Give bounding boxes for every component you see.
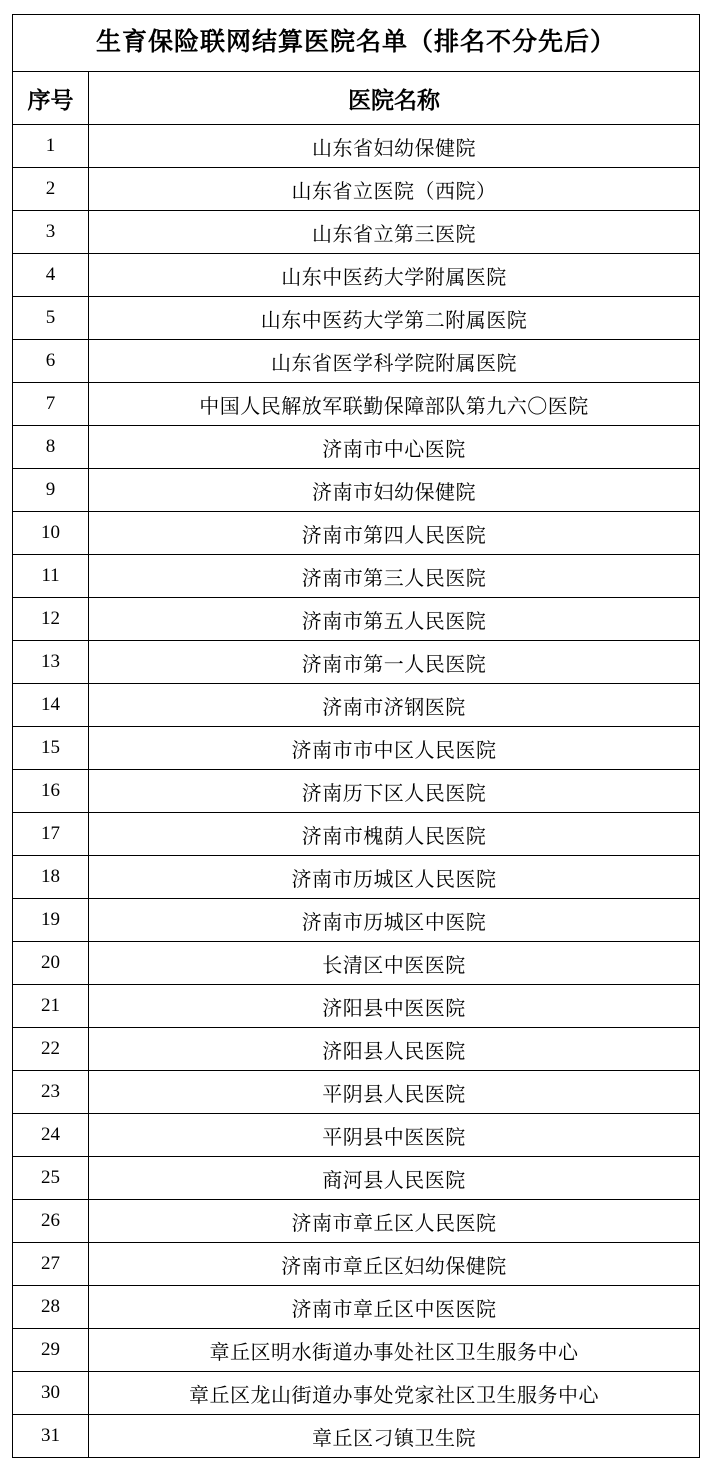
row-index: 26 [13,1200,89,1243]
row-hospital-name: 济南市第三人民医院 [89,555,700,598]
table-row [13,856,700,899]
row-hospital-name: 商河县人民医院 [89,1157,700,1200]
row-hospital-name: 章丘区龙山街道办事处党家社区卫生服务中心 [89,1372,700,1415]
table-row [13,1329,700,1372]
row-index: 7 [13,383,89,426]
table-row [13,1028,700,1071]
table-body [13,15,700,1458]
table-row [13,641,700,684]
row-index: 17 [13,813,89,856]
row-hospital-name: 济南市第四人民医院 [89,512,700,555]
row-hospital-name: 济阳县中医医院 [89,985,700,1028]
row-index: 28 [13,1286,89,1329]
table-row [13,426,700,469]
row-index: 2 [13,168,89,211]
table-row [13,555,700,598]
row-index: 6 [13,340,89,383]
row-index: 31 [13,1415,89,1458]
row-index: 10 [13,512,89,555]
row-index: 27 [13,1243,89,1286]
document-title: 生育保险联网结算医院名单（排名不分先后） [13,15,700,72]
table-row [13,1243,700,1286]
row-hospital-name: 平阴县中医医院 [89,1114,700,1157]
row-hospital-name: 济南市历城区人民医院 [89,856,700,899]
table-row [13,684,700,727]
row-index: 25 [13,1157,89,1200]
column-header-name: 医院名称 [89,72,700,125]
row-index: 24 [13,1114,89,1157]
table-row [13,942,700,985]
row-hospital-name: 济南市章丘区人民医院 [89,1200,700,1243]
table-row [13,899,700,942]
row-hospital-name: 济南市中心医院 [89,426,700,469]
row-hospital-name: 长清区中医医院 [89,942,700,985]
column-header-index: 序号 [13,72,89,125]
row-hospital-name: 平阴县人民医院 [89,1071,700,1114]
row-hospital-name: 济南市济钢医院 [89,684,700,727]
row-hospital-name: 山东中医药大学附属医院 [89,254,700,297]
table-row [13,1200,700,1243]
table-row [13,168,700,211]
table-row [13,1071,700,1114]
table-row [13,598,700,641]
table-row [13,1157,700,1200]
table-row [13,211,700,254]
table-row [13,770,700,813]
row-hospital-name: 济南市第五人民医院 [89,598,700,641]
row-index: 9 [13,469,89,512]
table-row [13,813,700,856]
table-row [13,125,700,168]
row-hospital-name: 济南市市中区人民医院 [89,727,700,770]
row-index: 30 [13,1372,89,1415]
table-title-row [13,15,700,72]
row-index: 15 [13,727,89,770]
table-row [13,254,700,297]
table-row [13,1286,700,1329]
table-row [13,985,700,1028]
table-header-row [13,72,700,125]
row-index: 4 [13,254,89,297]
row-index: 14 [13,684,89,727]
table-row [13,383,700,426]
row-hospital-name: 济南市章丘区妇幼保健院 [89,1243,700,1286]
row-index: 1 [13,125,89,168]
row-index: 13 [13,641,89,684]
row-hospital-name: 济南市历城区中医院 [89,899,700,942]
row-index: 22 [13,1028,89,1071]
row-index: 23 [13,1071,89,1114]
table-row [13,1114,700,1157]
table-row [13,297,700,340]
row-index: 5 [13,297,89,340]
row-index: 29 [13,1329,89,1372]
row-hospital-name: 济南市槐荫人民医院 [89,813,700,856]
row-hospital-name: 山东省妇幼保健院 [89,125,700,168]
table-row [13,1372,700,1415]
row-index: 8 [13,426,89,469]
table-row [13,340,700,383]
row-hospital-name: 章丘区明水街道办事处社区卫生服务中心 [89,1329,700,1372]
row-hospital-name: 济南市章丘区中医医院 [89,1286,700,1329]
row-hospital-name: 山东省立医院（西院） [89,168,700,211]
table-row [13,469,700,512]
row-index: 3 [13,211,89,254]
table-row [13,1415,700,1458]
row-index: 12 [13,598,89,641]
table-row [13,512,700,555]
row-hospital-name: 中国人民解放军联勤保障部队第九六〇医院 [89,383,700,426]
row-hospital-name: 章丘区刁镇卫生院 [89,1415,700,1458]
row-index: 16 [13,770,89,813]
table-row [13,727,700,770]
row-index: 21 [13,985,89,1028]
row-hospital-name: 济阳县人民医院 [89,1028,700,1071]
row-hospital-name: 济南市妇幼保健院 [89,469,700,512]
row-index: 19 [13,899,89,942]
row-hospital-name: 山东省医学科学院附属医院 [89,340,700,383]
row-index: 11 [13,555,89,598]
row-hospital-name: 济南市第一人民医院 [89,641,700,684]
row-hospital-name: 济南历下区人民医院 [89,770,700,813]
row-hospital-name: 山东中医药大学第二附属医院 [89,297,700,340]
hospital-list-table [12,14,700,1458]
row-index: 18 [13,856,89,899]
row-hospital-name: 山东省立第三医院 [89,211,700,254]
row-index: 20 [13,942,89,985]
